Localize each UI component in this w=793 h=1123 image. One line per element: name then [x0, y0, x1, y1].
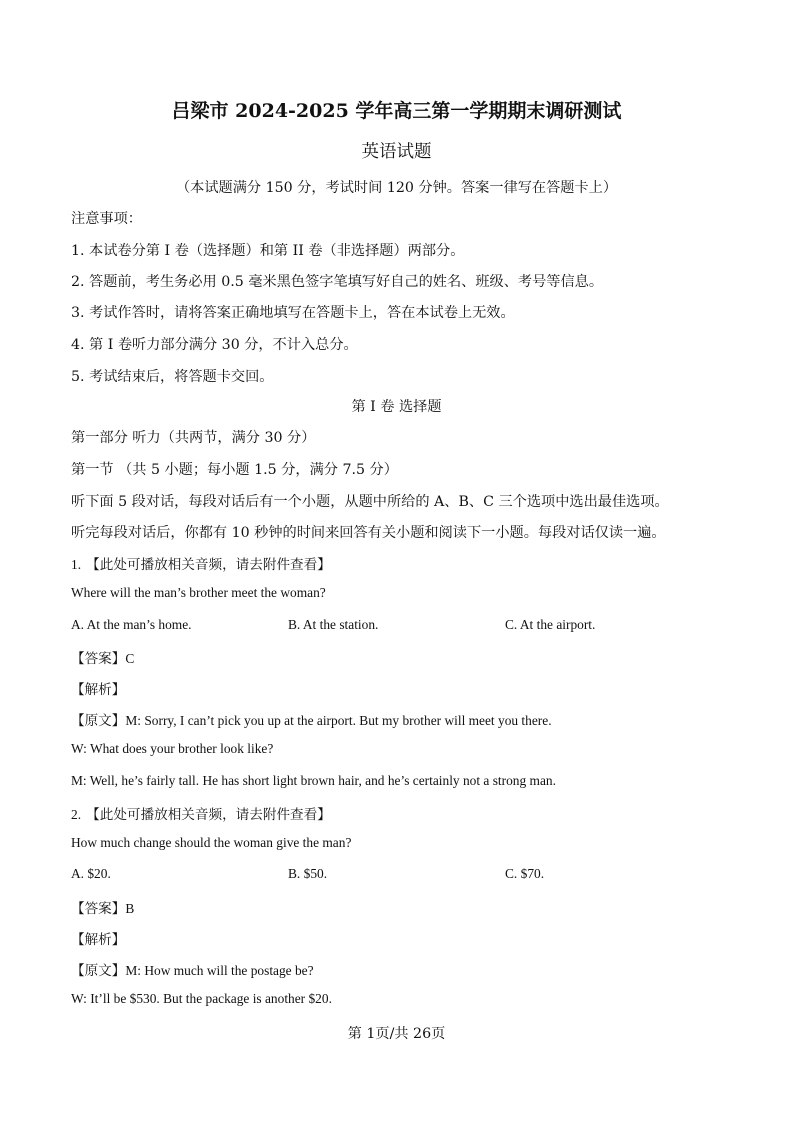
- exam-note: （本试题满分 150 分，考试时间 120 分钟。答案一律写在答题卡上）: [175, 180, 618, 196]
- question-1-answer: [71, 647, 134, 667]
- question-1-audio[interactable]: [71, 553, 331, 573]
- transcript-line: M: How much will the postage be?: [125, 963, 314, 978]
- answer-value: B: [125, 901, 135, 916]
- subpart-heading: 第一节 （共 5 小题；每小题 1.5 分，满分 7.5 分）: [71, 462, 398, 478]
- notice-heading: 注意事项：: [71, 211, 142, 227]
- section-title: 第 I 卷 选择题: [351, 399, 442, 415]
- question-2-analysis-label: 【解析】: [71, 932, 126, 948]
- question-2-transcript-2: W: It’ll be $530. But the package is another $20.: [71, 991, 332, 1006]
- exam-subtitle: 英语试题: [361, 142, 432, 162]
- question-1-option-a: A. At the man’s home.: [71, 617, 192, 632]
- question-1-transcript-3: M: Well, he’s fairly tall. He has short light brown hair, and he’s certainly not a strong man.: [71, 773, 556, 788]
- question-2-answer: [71, 897, 134, 917]
- notice-item-1: 1. 本试卷分第 I 卷（选择题）和第 II 卷（非选择题）两部分。: [71, 243, 465, 259]
- question-2-option-c: C. $70.: [505, 866, 545, 881]
- part-heading: 第一部分 听力（共两节，满分 30 分）: [71, 430, 316, 446]
- answer-label: 【答案】: [71, 651, 126, 667]
- notice-item-4: 4. 第 I 卷听力部分满分 30 分，不计入总分。: [71, 337, 358, 353]
- question-number: 2.: [71, 807, 82, 822]
- page-footer: 第 1页/共 26页: [347, 1026, 446, 1042]
- notice-item-2: 2. 答题前，考生务必用 0.5 毫米黑色签字笔填写好自己的姓名、班级、考号等信息。: [71, 274, 604, 290]
- notice-item-3: 3. 考试作答时，请将答案正确地填写在答题卡上，答在本试卷上无效。: [71, 305, 515, 321]
- question-1-option-c: C. At the airport.: [505, 617, 596, 632]
- question-2-transcript-1: [71, 959, 314, 979]
- instruction-line-1: 听下面 5 段对话，每段对话后有一个小题，从题中所给的 A、B、C 三个选项中选出最佳选项。: [71, 494, 669, 510]
- question-number: 1.: [71, 557, 82, 572]
- question-2-option-b: B. $50.: [288, 866, 328, 881]
- question-2-text: How much change should the woman give the man?: [71, 835, 352, 850]
- notice-item-5: 5. 考试结束后，将答题卡交回。: [71, 369, 274, 385]
- question-1-transcript-1: [71, 709, 552, 729]
- transcript-label: 【原文】: [71, 713, 126, 729]
- audio-link[interactable]: 【此处可播放相关音频，请去附件查看】: [86, 557, 331, 573]
- instruction-line-2: 听完每段对话后，你都有 10 秒钟的时间来回答有关小题和阅读下一小题。每段对话仅读一遍。: [71, 525, 666, 541]
- answer-value: C: [125, 651, 135, 666]
- question-1-text: Where will the man’s brother meet the woman?: [71, 585, 326, 600]
- transcript-label: 【原文】: [71, 963, 126, 979]
- question-1-analysis-label: 【解析】: [71, 682, 126, 698]
- question-1-option-b: B. At the station.: [288, 617, 379, 632]
- question-2-option-a: A. $20.: [71, 866, 111, 881]
- answer-label: 【答案】: [71, 901, 126, 917]
- transcript-line: M: Sorry, I can’t pick you up at the airport. But my brother will meet you there.: [125, 713, 552, 728]
- audio-link[interactable]: 【此处可播放相关音频，请去附件查看】: [86, 807, 331, 823]
- question-2-audio[interactable]: [71, 803, 331, 823]
- exam-title: 吕梁市 2024-2025 学年高三第一学期期末调研测试: [171, 100, 622, 122]
- question-1-transcript-2: W: What does your brother look like?: [71, 741, 274, 756]
